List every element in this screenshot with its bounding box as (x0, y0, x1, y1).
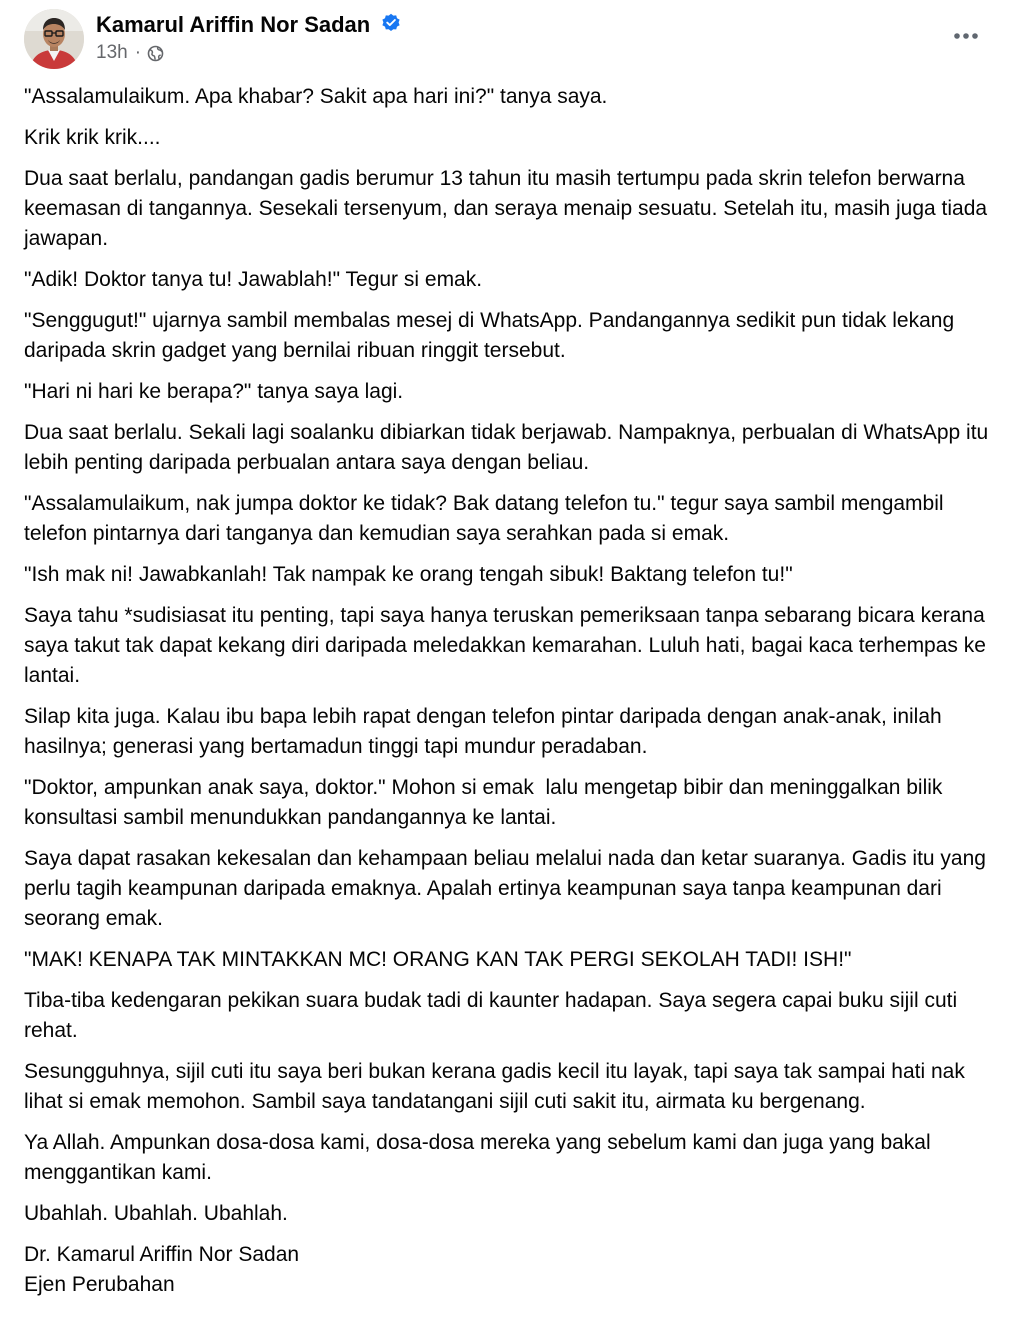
post-paragraph: Saya tahu *sudisiasat itu penting, tapi saya hanya teruskan pemeriksaan tanpa sebarang bicara kerana saya takut tak dapat kekang diri daripada meledakkan kemarahan. Luluh hati, bagai kaca terhempas ke lantai. (24, 604, 992, 687)
post-paragraph: "Assalamulaikum. Apa khabar? Sakit apa hari ini?" tanya saya. (24, 85, 608, 108)
post-paragraph: "MAK! KENAPA TAK MINTAKKAN MC! ORANG KAN TAK PERGI SEKOLAH TADI! ISH!" (24, 948, 852, 971)
post-paragraph: Dua saat berlalu. Sekali lagi soalanku dibiarkan tidak berjawab. Nampaknya, perbualan di WhatsApp itu lebih penting daripada perbualan antara saya dengan beliau. (24, 421, 995, 474)
post-paragraph: Sesungguhnya, sijil cuti itu saya beri bukan kerana gadis kecil itu layak, tapi saya tak sampai hati nak lihat si emak memohon. Sambil saya tandatangani sijil cuti sakit itu, airmata ku bergenang. (24, 1060, 971, 1113)
post-paragraph: "Senggugut!" ujarnya sambil membalas mesej di WhatsApp. Pandangannya sedikit pun tidak lekang daripada skrin gadget yang bernilai ribuan ringgit tersebut. (24, 309, 960, 362)
post-timestamp[interactable]: 13h (96, 42, 128, 63)
post-paragraph: Silap kita juga. Kalau ibu bapa lebih rapat dengan telefon pintar daripada dengan anak-anak, inilah hasilnya; generasi yang bertamadun tinggi tapi mundur peradaban. (24, 705, 948, 758)
post-paragraph: Saya dapat rasakan kekesalan dan kehampaan beliau melalui nada dan ketar suaranya. Gadis itu yang perlu tagih keampunan daripada emaknya. Apalah ertinya keampunan saya tanpa keampunan dari seorang emak. (24, 847, 992, 930)
post-body (24, 82, 995, 1300)
author-name[interactable]: Kamarul Ariffin Nor Sadan (96, 12, 371, 37)
post-paragraph: Dua saat berlalu, pandangan gadis berumur 13 tahun itu masih tertumpu pada skrin telefon berwarna keemasan di tangannya. Sesekali tersenyum, dan seraya menaip sesuatu. Setelah itu, masih juga tiada jawapan. (24, 167, 993, 250)
post-paragraph: Tiba-tiba kedengaran pekikan suara budak tadi di kaunter hadapan. Saya segera capai buku sijil cuti rehat. (24, 989, 964, 1042)
post-header (24, 9, 990, 69)
verified-badge-icon (381, 13, 401, 33)
avatar[interactable] (24, 9, 84, 69)
post-paragraph: Krik krik krik.... (24, 126, 161, 149)
post-paragraph: "Ish mak ni! Jawabkanlah! Tak nampak ke orang tengah sibuk! Baktang telefon tu!" (24, 563, 793, 586)
post-signature (24, 1240, 990, 1300)
post-paragraph: "Adik! Doktor tanya tu! Jawablah!" Tegur si emak. (24, 268, 483, 291)
meta-separator: · (134, 42, 142, 63)
globe-icon[interactable] (147, 45, 164, 62)
post-paragraph: Ubahlah. Ubahlah. Ubahlah. (24, 1202, 288, 1225)
signature-title: Ejen Perubahan (24, 1273, 175, 1296)
more-options-button[interactable] (946, 21, 986, 51)
post-meta (96, 42, 164, 64)
post-paragraph: "Assalamulaikum, nak jumpa doktor ke tidak? Bak datang telefon tu." tegur saya sambil mengambil telefon pintarnya dari tanganya dan kemudian saya serahkan pada si emak. (24, 492, 950, 545)
signature-name: Dr. Kamarul Ariffin Nor Sadan (24, 1243, 300, 1266)
post-paragraph: "Doktor, ampunkan anak saya, doktor." Mohon si emak lalu mengetap bibir dan meninggalkan bilik konsultasi sambil menundukkan pandangannya ke lantai. (24, 776, 949, 829)
avatar-photo (24, 9, 84, 69)
more-options-icon (953, 32, 979, 40)
post-paragraph: "Hari ni hari ke berapa?" tanya saya lagi. (24, 380, 404, 403)
post-paragraph: Ya Allah. Ampunkan dosa-dosa kami, dosa-dosa mereka yang sebelum kami dan juga yang bakal menggantikan kami. (24, 1131, 937, 1184)
